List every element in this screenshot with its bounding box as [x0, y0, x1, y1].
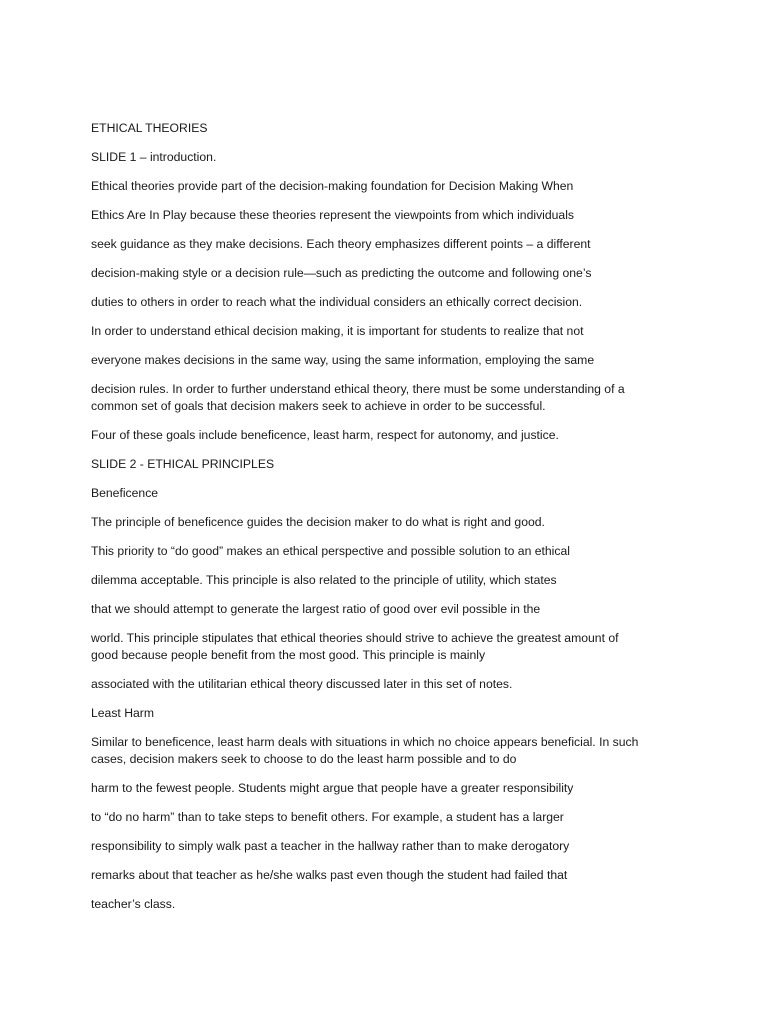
text-line: Similar to beneficence, least harm deals with situations in which no choice appears beneficial. In such [91, 735, 639, 749]
text-line: that we should attempt to generate the largest ratio of good over evil possible in the [91, 602, 541, 616]
text-line: responsibility to simply walk past a teacher in the hallway rather than to make derogatory [91, 839, 570, 853]
text-line: to “do no harm” than to take steps to benefit others. For example, a student has a larger [91, 810, 564, 824]
text-line: duties to others in order to reach what the individual considers an ethically correct decision. [91, 295, 583, 309]
text-line: teacher’s class. [91, 897, 176, 911]
text-line: In order to understand ethical decision making, it is important for students to realize that not [91, 324, 584, 338]
text-line: associated with the utilitarian ethical theory discussed later in this set of notes. [91, 677, 513, 691]
slide-1-heading: SLIDE 1 – introduction. [91, 150, 217, 164]
text-line: seek guidance as they make decisions. Each theory emphasizes different points – a different [91, 237, 591, 251]
text-line: good because people benefit from the most good. This principle is mainly [91, 648, 486, 662]
text-line: This priority to “do good” makes an ethical perspective and possible solution to an ethical [91, 544, 570, 558]
text-line: harm to the fewest people. Students might argue that people have a greater responsibility [91, 781, 574, 795]
beneficence-heading: Beneficence [91, 486, 159, 500]
text-line: decision rules. In order to further understand ethical theory, there must be some understanding of a [91, 382, 625, 396]
least-harm-heading: Least Harm [91, 706, 154, 720]
text-line: common set of goals that decision makers seek to achieve in order to be successful. [91, 399, 546, 413]
text-line: decision-making style or a decision rule—such as predicting the outcome and following one’s [91, 266, 592, 280]
text-line: dilemma acceptable. This principle is also related to the principle of utility, which states [91, 573, 557, 587]
document-title: ETHICAL THEORIES [91, 121, 208, 135]
text-line: remarks about that teacher as he/she walks past even though the student had failed that [91, 868, 568, 882]
text-line: Ethics Are In Play because these theories represent the viewpoints from which individuals [91, 208, 575, 222]
text-line: everyone makes decisions in the same way, using the same information, employing the same [91, 353, 595, 367]
slide-2-heading: SLIDE 2 - ETHICAL PRINCIPLES [91, 457, 275, 471]
text-line: Four of these goals include beneficence, least harm, respect for autonomy, and justice. [91, 428, 559, 442]
text-line: Ethical theories provide part of the decision-making foundation for Decision Making When [91, 179, 574, 193]
text-line: world. This principle stipulates that ethical theories should strive to achieve the greatest amount of [91, 631, 619, 645]
text-line: cases, decision makers seek to choose to do the least harm possible and to do [91, 752, 517, 766]
document-body [91, 120, 681, 913]
text-line: The principle of beneficence guides the decision maker to do what is right and good. [91, 515, 545, 529]
